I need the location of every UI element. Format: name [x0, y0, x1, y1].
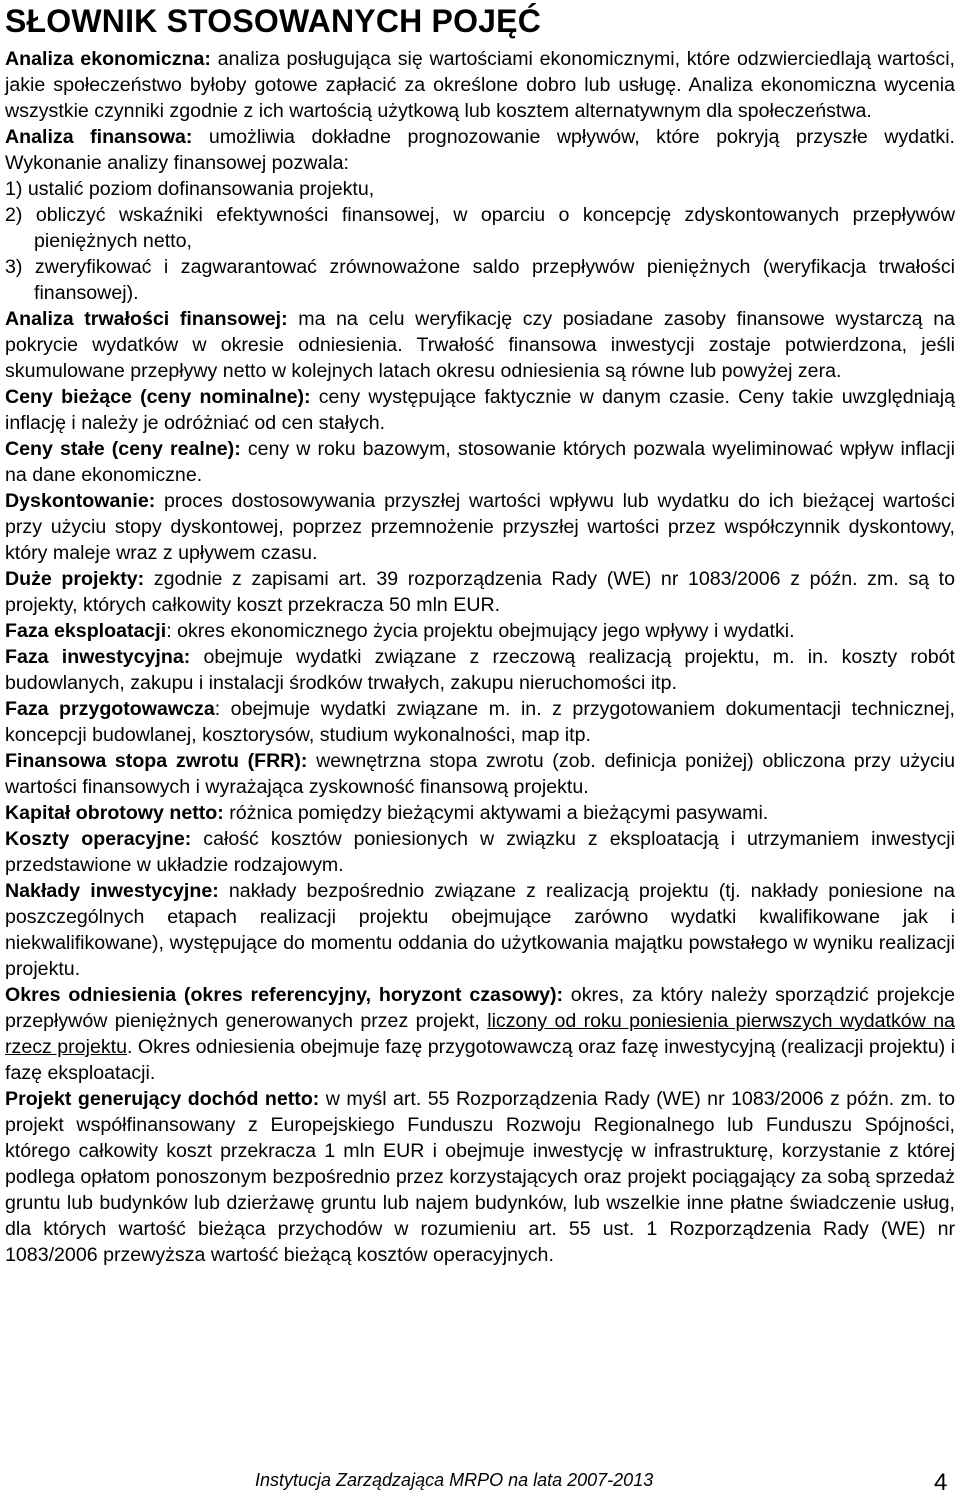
glossary-definition: proces dostosowywania przyszłej wartości wpływu lub wydatku do ich bieżącej wartości przy użyciu stopy dyskontowej, poprzez przemnożenie przyszłej wartości przez współczynnik dyskontowy, który maleje wraz z upływem czasu. — [5, 490, 955, 564]
list-item: 3) zweryfikować i zagwarantować zrównoważone saldo przepływów pieniężnych (weryfikacja trwałości finansowej). — [5, 256, 955, 304]
glossary-definition: okres, za który należy sporządzić projekcje przepływów pieniężnych generowanych przez projekt, — [5, 984, 955, 1032]
glossary-entry — [5, 306, 955, 384]
glossary-term: Faza inwestycyjna: — [5, 646, 191, 668]
glossary-definition-continued: . Okres odniesienia obejmuje fazę przygotowawczą oraz fazę inwestycyjną (realizacji projektu) i fazę eksploatacji. — [5, 1036, 955, 1084]
glossary-entry — [5, 696, 955, 748]
list-item: 2) obliczyć wskaźniki efektywności finansowej, w oparciu o koncepcję zdyskontowanych przepływów pieniężnych netto, — [5, 204, 955, 252]
glossary-entry — [5, 124, 955, 176]
glossary-definition: ma na celu weryfikację czy posiadane zasoby finansowe wystarczą na pokrycie wydatków w okresie odniesienia. Trwałość finansowa inwestycji zostaje potwierdzona, jeśli skumulowane przepływy netto w kolejnych latach okresu odniesienia są równe lub powyżej zera. — [5, 308, 956, 382]
glossary-definition: zgodnie z zapisami art. 39 rozporządzenia Rady (WE) nr 1083/2006 z późn. zm. są to projekty, których całkowity koszt przekracza 50 mln EUR. — [5, 568, 955, 616]
glossary-term: Projekt generujący dochód netto: — [5, 1088, 320, 1110]
glossary-definition: całość kosztów poniesionych w związku z eksploatacją i utrzymaniem inwestycji przedstawione w układzie rodzajowym. — [5, 828, 956, 876]
glossary-definition: ceny w roku bazowym, stosowanie których pozwala wyeliminować wpływ inflacji na dane ekonomiczne. — [5, 438, 955, 486]
glossary-entry — [5, 982, 955, 1086]
glossary-term: Kapitał obrotowy netto: — [5, 802, 224, 824]
page-title: SŁOWNIK STOSOWANYCH POJĘĆ — [5, 3, 542, 39]
glossary-entries — [5, 46, 955, 1268]
glossary-entry — [5, 618, 955, 644]
glossary-entry — [5, 644, 955, 696]
glossary-definition: wewnętrzna stopa zwrotu (zob. definicja poniżej) obliczona przy użyciu wartości finansowych i wyrażająca zyskowność finansową projektu. — [5, 750, 956, 798]
glossary-term: Koszty operacyjne: — [5, 828, 192, 850]
glossary-term: Nakłady inwestycyjne: — [5, 880, 219, 902]
glossary-definition: różnica pomiędzy bieżącymi aktywami a bieżącymi pasywami. — [223, 802, 769, 824]
glossary-entry — [5, 384, 955, 436]
glossary-definition: nakłady bezpośrednio związane z realizacją projektu (tj. nakłady poniesione na poszczególnych etapach realizacji projektu obejmujące zarówno wydatki kwalifikowane jak i niekwalifikowane), występujące do momentu oddania do użytkowania majątku powstałego w wyniku realizacji projektu. — [5, 880, 955, 980]
footer-institution: Instytucja Zarządzająca MRPO na lata 2007-2013 — [255, 1470, 654, 1490]
glossary-entry — [5, 488, 955, 566]
glossary-definition: umożliwia dokładne prognozowanie wpływów, które pokryją przyszłe wydatki. Wykonanie analizy finansowej pozwala: — [5, 126, 956, 174]
glossary-entry — [5, 436, 955, 488]
glossary-term: Ceny stałe (ceny realne): — [5, 438, 241, 460]
glossary-term: Analiza ekonomiczna: — [5, 48, 211, 70]
glossary-term: Ceny bieżące (ceny nominalne): — [5, 386, 311, 408]
glossary-definition: analiza posługująca się wartościami ekonomicznymi, które odzwierciedlają wartości, jakie społeczeństwo byłoby gotowe zapłacić za określone dobro lub usługę. Analiza ekonomiczna wycenia wszystkie czynniki zgodnie z ich wartością użytkową lub kosztem alternatywnym dla społeczeństwa. — [5, 48, 955, 122]
glossary-entry — [5, 1086, 955, 1268]
glossary-term: Duże projekty: — [5, 568, 145, 590]
glossary-definition: : obejmuje wydatki związane m. in. z przygotowaniem dokumentacji technicznej, koncepcji budowlanej, kosztorysów, studium wykonalności, map itp. — [5, 698, 955, 746]
glossary-entry — [5, 800, 955, 826]
glossary-entry — [5, 748, 955, 800]
glossary-definition: w myśl art. 55 Rozporządzenia Rady (WE) nr 1083/2006 z późn. zm. to projekt współfinansowany z Europejskiego Funduszu Rozwoju Regionalnego lub Funduszu Spójności, którego całkowity koszt przekracza 1 mln EUR i obejmuje inwestycję w infrastrukturę, korzystanie z której podlega opłatom ponoszonym bezpośrednio przez korzystających oraz projekt pociągający za sobą sprzedaż gruntu lub budynków lub dzierżawę gruntu lub najem budynków, lub wszelkie inne płatne świadczenie usług, dla których wartość bieżąca przychodów w rozumieniu art. 55 ust. 1 Rozporządzenia Rady (WE) nr 1083/2006 przewyższa wartość bieżącą kosztów operacyjnych. — [5, 1088, 955, 1266]
glossary-definition: ceny występujące faktycznie w danym czasie. Ceny takie uwzględniają inflację i należy je odróżniać od cen stałych. — [5, 386, 955, 434]
list-item: 1) ustalić poziom dofinansowania projektu, — [5, 178, 375, 200]
glossary-term: Analiza finansowa: — [5, 126, 193, 148]
glossary-entry — [5, 566, 955, 618]
glossary-term: Analiza trwałości finansowej: — [5, 308, 288, 330]
glossary-entry — [5, 826, 955, 878]
glossary-term: Faza eksploatacji — [5, 620, 167, 642]
page-footer — [0, 1468, 960, 1496]
glossary-term: Okres odniesienia (okres referencyjny, horyzont czasowy): — [5, 984, 564, 1006]
glossary-definition: obejmuje wydatki związane z rzeczową realizacją projektu, m. in. koszty robót budowlanych, zakupu i instalacji środków trwałych, zakupu nieruchomości itp. — [5, 646, 955, 694]
glossary-term: Faza przygotowawcza — [5, 698, 215, 720]
document-page — [5, 2, 955, 1268]
glossary-definition: : okres ekonomicznego życia projektu obejmujący jego wpływy i wydatki. — [166, 620, 795, 642]
glossary-entry — [5, 46, 955, 124]
underlined-definition-text: liczony od roku poniesienia pierwszych wydatków na rzecz projektu — [5, 1010, 955, 1058]
page-number: 4 — [934, 1469, 948, 1496]
glossary-term: Finansowa stopa zwrotu (FRR): — [5, 750, 308, 772]
glossary-term: Dyskontowanie: — [5, 490, 156, 512]
glossary-entry — [5, 878, 955, 982]
